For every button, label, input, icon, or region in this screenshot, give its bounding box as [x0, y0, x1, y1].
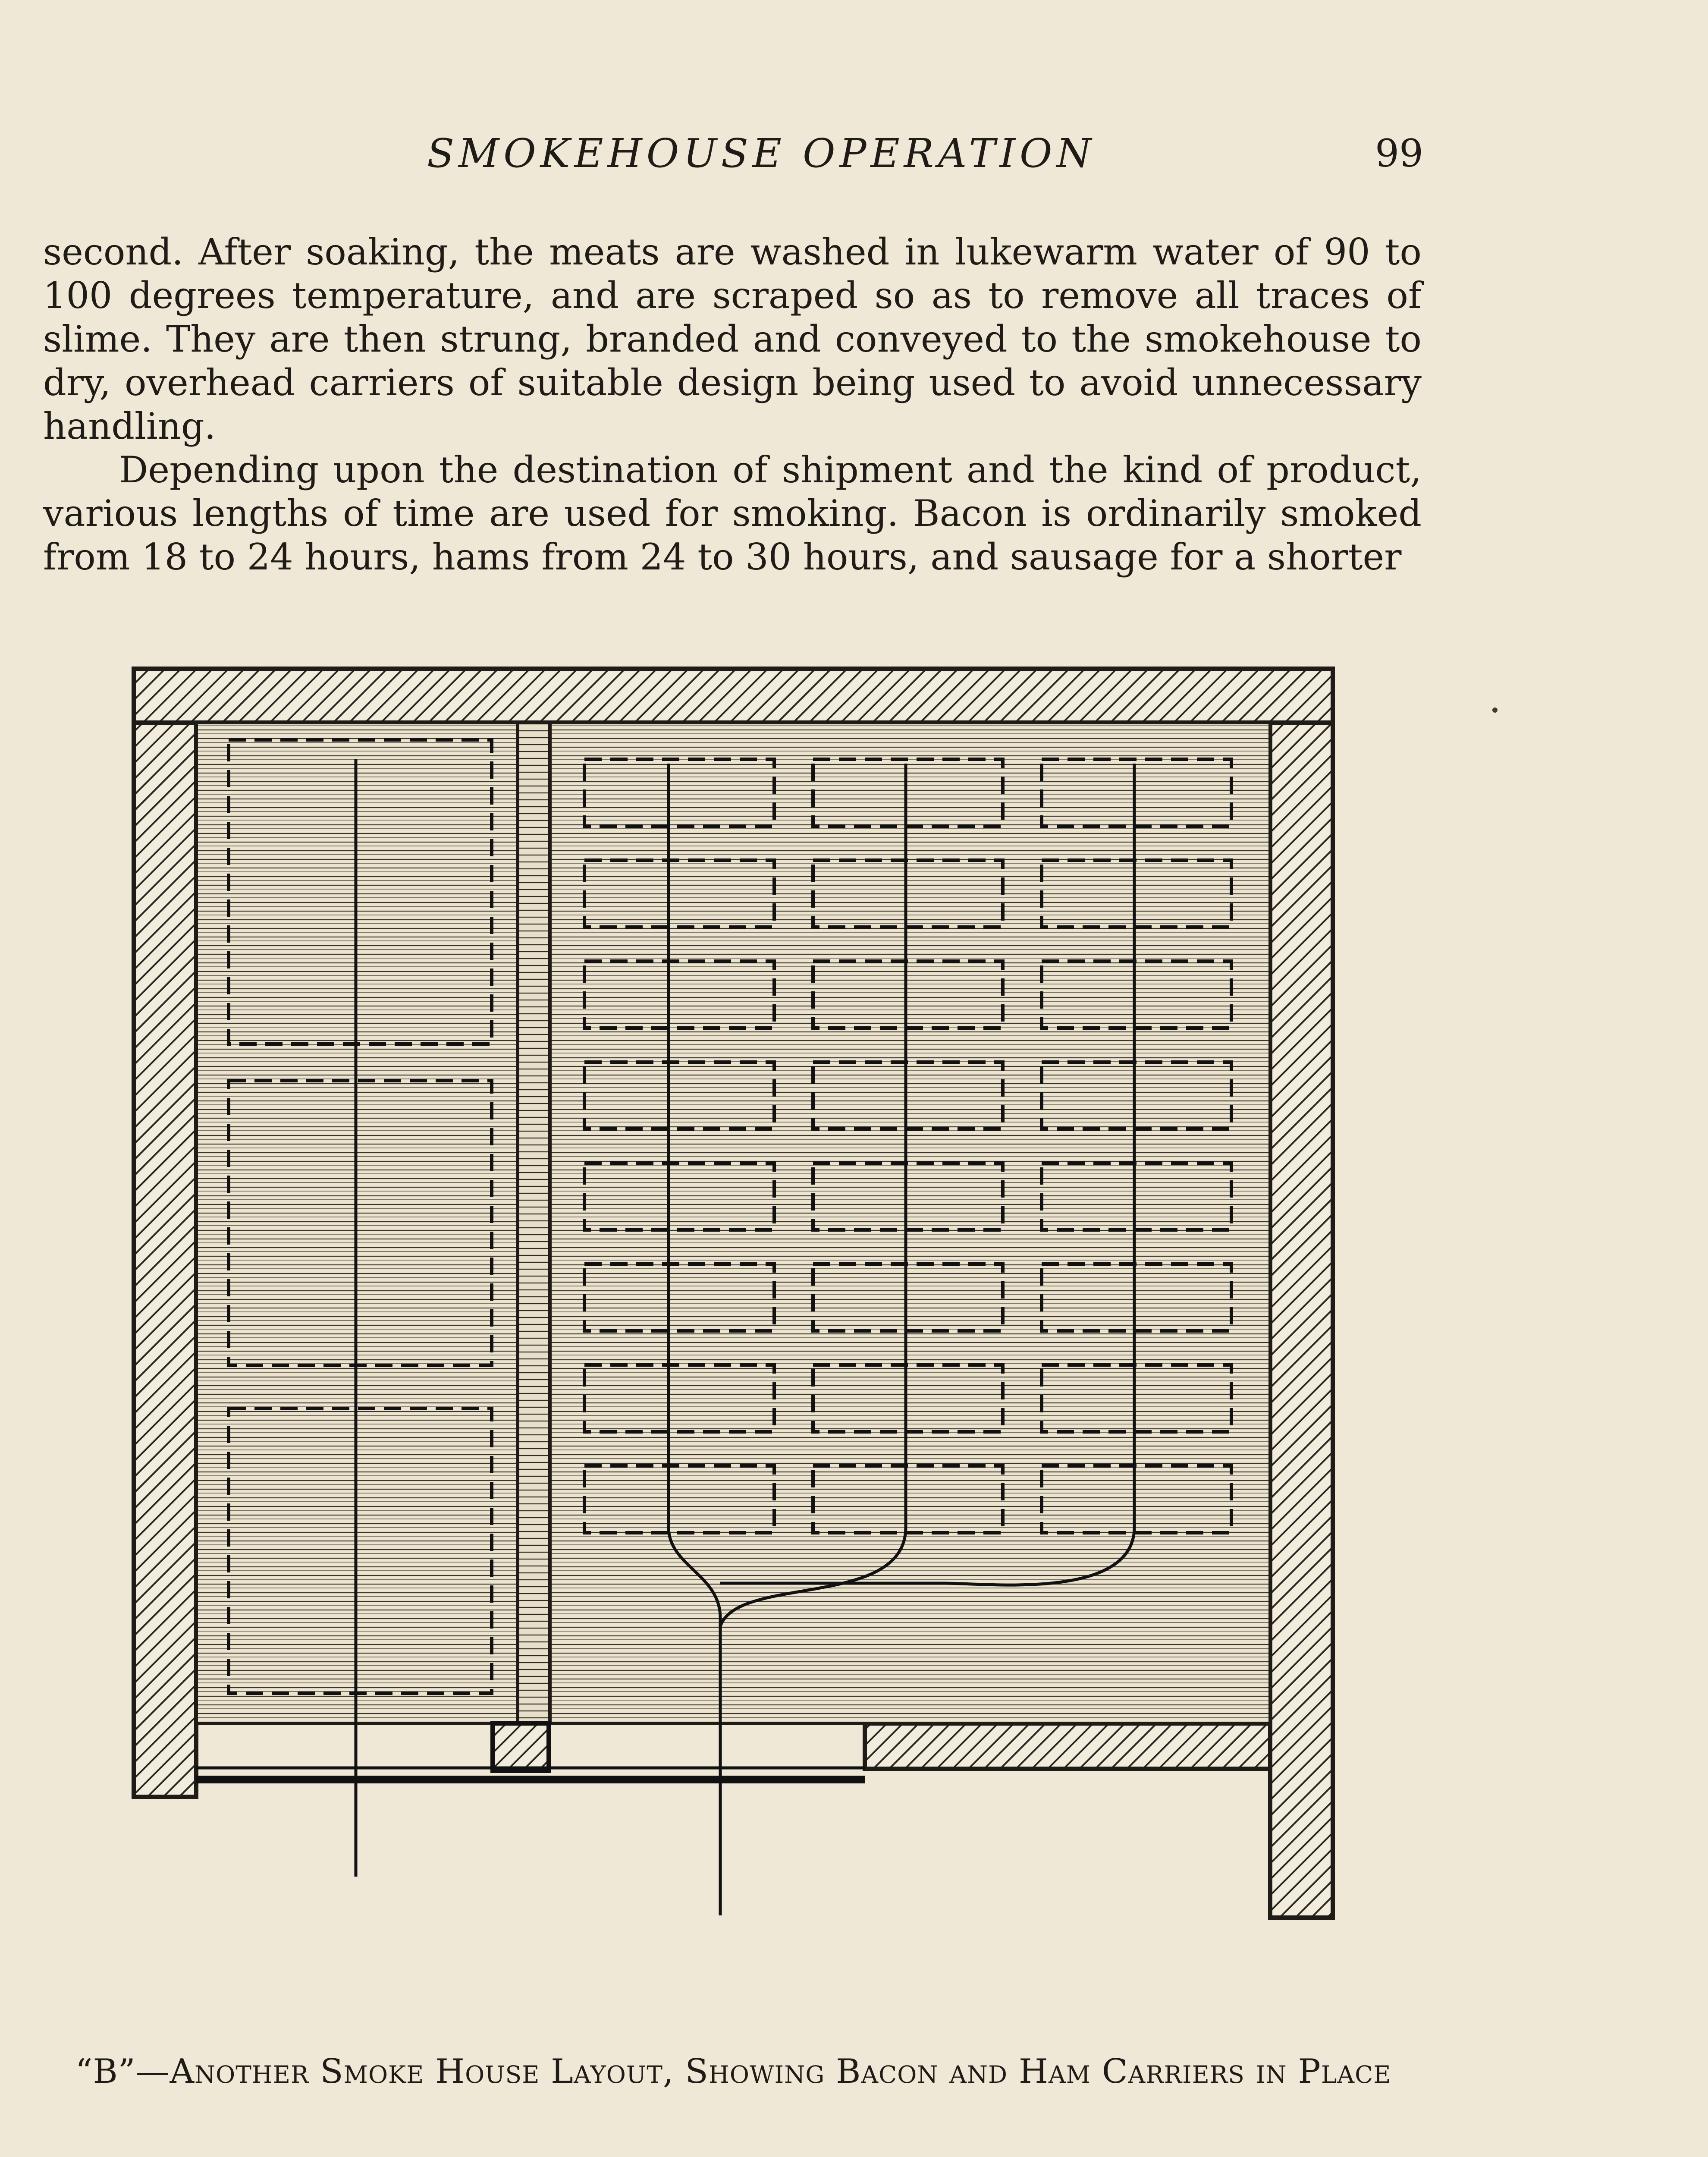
page-number: 99	[1375, 131, 1423, 176]
figure-caption: “B”—Another Smoke House Layout, Showing Bacon and Ham Carriers in Place	[75, 2052, 1391, 2091]
running-title: SMOKEHOUSE OPERATION	[427, 130, 1096, 176]
smokehouse-layout-diagram	[125, 660, 1350, 2049]
partition-wall	[518, 723, 550, 1723]
doorway-sill	[196, 1723, 865, 1780]
page-speck	[1492, 707, 1498, 713]
running-header	[0, 128, 1708, 179]
body-text-top	[43, 230, 1422, 579]
paragraph-smoking-times: Depending upon the destination of shipment and the kind of product, various lengths of time are used for smoking. Bacon is ordinarily smoked from 18 to 24 hours, hams from 24 to 30 hours, and sausage for a shorter	[43, 449, 1422, 578]
smokehouse-layout-svg	[125, 660, 1350, 2049]
paragraph-continuation: second. After soaking, the meats are washed in lukewarm water of 90 to 100 degrees temperature, and are scraped so as to remove all traces of slime. They are then strung, branded and conveyed to the smokehouse to dry, overhead carriers of suitable design being used to avoid unnecessary handling.	[43, 231, 1422, 447]
